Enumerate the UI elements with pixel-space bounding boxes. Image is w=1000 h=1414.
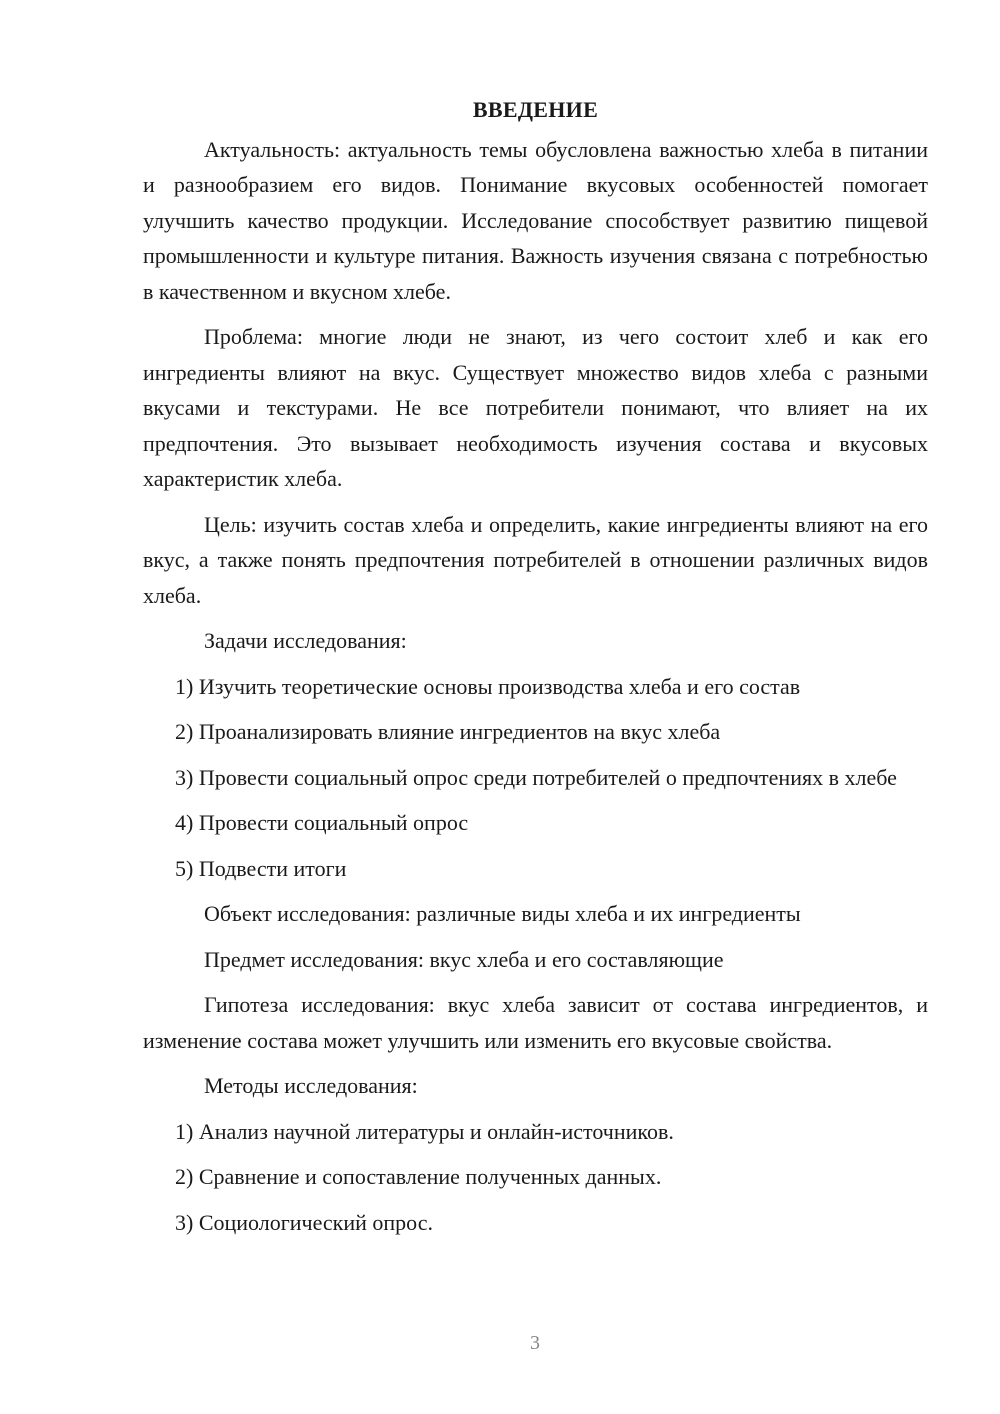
problem-paragraph: Проблема: многие люди не знают, из чего состоит хлеб и как его ингредиенты влияют на вкус. Существует множество видов хлеба с разными вкусами и текстурами. Не все потребители понимают, что влияет на их предпочтения. Это вызывает необходимость изучения состава и вкусовых характеристик хлеба.: [143, 324, 928, 491]
relevance-paragraph: Актуальность: актуальность темы обусловлена важностью хлеба в питании и разнообразием его видов. Понимание вкусовых особенностей помогает улучшить качество продукции. Исследование способствует развитию пищевой промышленности и культуре питания. Важность изучения связана с потребностью в качественном и вкусном хлебе.: [143, 136, 928, 304]
task-item-3: 3) Провести социальный опрос среди потребителей о предпочтениях в хлебе: [175, 764, 897, 790]
tasks-heading: Задачи исследования:: [204, 628, 407, 653]
goal-paragraph: Цель: изучить состав хлеба и определить, какие ингредиенты влияют на его вкус, а также понять предпочтения потребителей в отношении различных видов хлеба.: [143, 511, 928, 608]
section-title: ВВЕДЕНИЕ: [472, 97, 599, 122]
document-page: [143, 92, 928, 1250]
task-item-5: 5) Подвести итоги: [175, 855, 347, 881]
subject-line: Предмет исследования: вкус хлеба и его составляющие: [204, 946, 724, 972]
method-item-1: 1) Анализ научной литературы и онлайн-источников.: [175, 1118, 674, 1144]
method-item-3: 3) Социологический опрос.: [175, 1209, 433, 1235]
object-line: Объект исследования: различные виды хлеба и их ингредиенты: [204, 901, 801, 926]
page-number: 3: [530, 1332, 540, 1354]
task-item-4: 4) Провести социальный опрос: [175, 810, 469, 835]
task-item-1: 1) Изучить теоретические основы производства хлеба и его состав: [175, 673, 801, 699]
methods-heading: Методы исследования:: [204, 1073, 418, 1098]
hypothesis-paragraph: Гипотеза исследования: вкус хлеба зависит от состава ингредиентов, и изменение состава может улучшить или изменить его вкусовые свойства.: [143, 992, 928, 1053]
task-item-2: 2) Проанализировать влияние ингредиентов на вкус хлеба: [175, 719, 721, 744]
method-item-2: 2) Сравнение и сопоставление полученных данных.: [175, 1164, 662, 1189]
